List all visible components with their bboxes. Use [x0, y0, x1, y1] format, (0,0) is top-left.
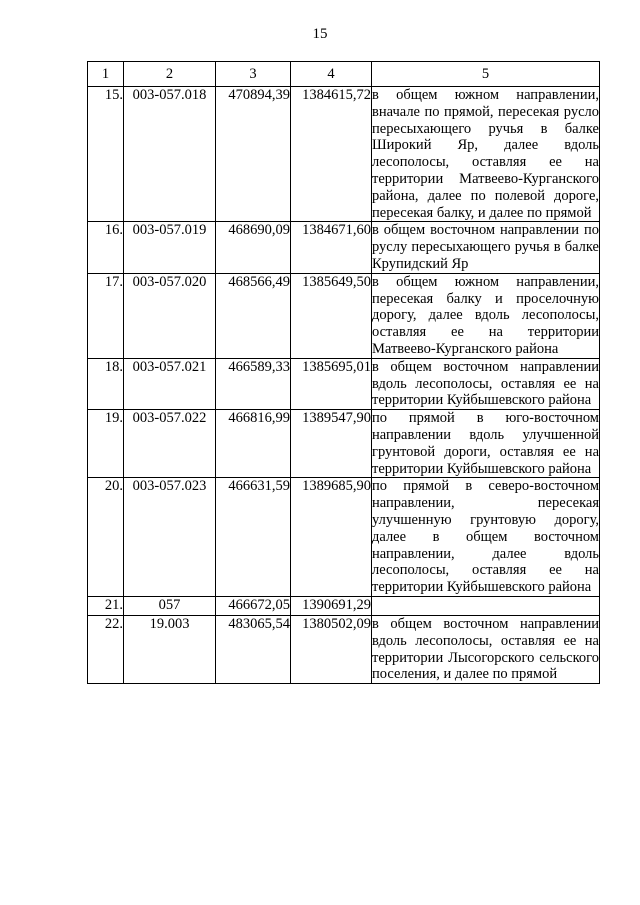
page-number: 15 — [312, 26, 328, 42]
boundary-description: в общем южном направлении, вначале по прямой, пересекая русло пересыхающего ручья в балке Широкий Яр, далее вдоль лесополосы, оставляя ее на территории Матвеево-Курганского района, далее по полевой дороге, пересекая балку, и далее по прямой — [372, 87, 599, 221]
header-col-4: 4 — [291, 62, 372, 87]
boundary-description: в общем восточном направлении по руслу пересыхающего ручья в балке Крупидский Яр — [372, 222, 599, 272]
row-number: 15. — [88, 87, 124, 222]
table-header-row — [88, 62, 600, 87]
boundary-description — [372, 596, 600, 615]
point-code: 057 — [124, 596, 216, 615]
table-row — [88, 615, 600, 683]
table-row — [88, 358, 600, 409]
boundary-description: по прямой в северо-восточном направлении, пересекая улучшенную грунтовую дорогу, далее в общем восточном направлении, далее вдоль лесополосы, оставляя ее на территории Куйбышевского района — [372, 478, 599, 596]
point-code: 003-057.021 — [124, 358, 216, 409]
coord-x: 466589,33 — [216, 358, 291, 409]
coord-y: 1389685,90 — [291, 478, 372, 597]
table-row — [88, 222, 600, 273]
coord-x: 483065,54 — [216, 615, 291, 683]
header-col-1: 1 — [88, 62, 124, 87]
row-number: 19. — [88, 410, 124, 478]
row-number: 20. — [88, 478, 124, 597]
row-number: 22. — [88, 615, 124, 683]
row-number: 18. — [88, 358, 124, 409]
boundary-description: по прямой в юго-восточном направлении вдоль улучшенной грунтовой дороги, оставляя ее на территории Куйбышевского района — [372, 410, 599, 477]
coord-y: 1389547,90 — [291, 410, 372, 478]
row-number: 17. — [88, 273, 124, 358]
point-code: 003-057.023 — [124, 478, 216, 597]
coord-y: 1384615,72 — [291, 87, 372, 222]
point-code: 003-057.020 — [124, 273, 216, 358]
boundary-description: в общем южном направлении, пересекая балку и проселочную дорогу, далее вдоль лесополосы, оставляя ее на территории Матвеево-Курганского района — [372, 273, 599, 357]
table-row — [88, 478, 600, 597]
row-number: 21. — [88, 596, 124, 615]
table-row — [88, 273, 600, 358]
row-number: 16. — [88, 222, 124, 273]
header-col-3: 3 — [216, 62, 291, 87]
table-row — [88, 596, 600, 615]
coord-x: 466672,05 — [216, 596, 291, 615]
header-col-5: 5 — [372, 62, 600, 87]
coord-x: 468690,09 — [216, 222, 291, 273]
coord-x: 466631,59 — [216, 478, 291, 597]
coord-y: 1385649,50 — [291, 273, 372, 358]
table-row — [88, 410, 600, 478]
point-code: 003-057.018 — [124, 87, 216, 222]
coord-x: 470894,39 — [216, 87, 291, 222]
coord-y: 1385695,01 — [291, 358, 372, 409]
boundary-points-table — [87, 61, 600, 684]
coord-x: 468566,49 — [216, 273, 291, 358]
coord-y: 1390691,29 — [291, 596, 372, 615]
coord-x: 466816,99 — [216, 410, 291, 478]
point-code: 003-057.022 — [124, 410, 216, 478]
table-row — [88, 87, 600, 222]
point-code: 003-057.019 — [124, 222, 216, 273]
point-code: 19.003 — [124, 615, 216, 683]
boundary-description: в общем восточном направлении вдоль лесополосы, оставляя ее на территории Лысогорского сельского поселения, и далее по прямой — [372, 615, 599, 683]
header-col-2: 2 — [124, 62, 216, 87]
coord-y: 1384671,60 — [291, 222, 372, 273]
coord-y: 1380502,09 — [291, 615, 372, 683]
boundary-description: в общем восточном направлении вдоль лесополосы, оставляя ее на территории Куйбышевского района — [372, 358, 599, 409]
